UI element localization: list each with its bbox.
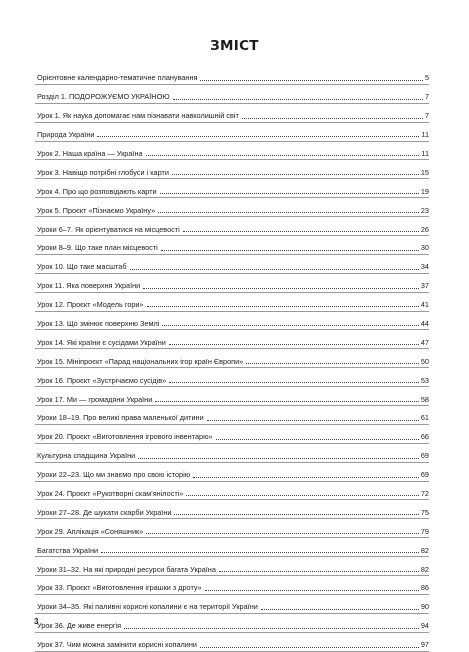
toc-entry-page: 26	[420, 224, 429, 234]
toc-entry-title: Уроки 27–28. Де шукати скарби України	[37, 507, 172, 517]
toc-entry-line	[37, 168, 429, 177]
toc-entry	[35, 142, 429, 161]
dot-leader	[97, 136, 419, 137]
dot-leader	[216, 439, 419, 440]
toc-entry-title: Урок 2. Наша країна — Україна	[37, 148, 143, 158]
toc-entry-line	[37, 338, 429, 347]
toc-entry	[35, 557, 429, 576]
toc-entry-line	[37, 413, 429, 422]
dot-leader	[242, 118, 423, 119]
dot-leader	[205, 590, 419, 591]
dot-leader	[158, 212, 419, 213]
toc-entry-line	[37, 149, 429, 158]
toc-entry-page: 66	[420, 432, 429, 442]
toc-entry-title: Урок 15. Мініпроєкт «Парад національних ігор країн Європи»	[37, 356, 244, 366]
toc-entry-title: Уроки 22–23. Що ми знаємо про свою історію	[37, 470, 191, 480]
toc-entry-title: Урок 29. Аплікація «Соняшник»	[37, 526, 144, 536]
dot-leader	[138, 458, 419, 459]
toc-entry-line	[37, 508, 429, 517]
dot-leader	[146, 155, 420, 156]
toc-entry-page: 37	[420, 281, 429, 291]
toc-entry-title: Урок 33. Проєкт «Виготовлення іграшки з дроту»	[37, 583, 202, 593]
toc-entry-title: Урок 5. Проєкт «Пізнаємо Україну»	[37, 205, 156, 215]
toc-entry-line	[37, 451, 429, 460]
toc-entry	[35, 123, 429, 142]
toc-entry	[35, 444, 429, 463]
dot-leader	[155, 401, 419, 402]
toc-entry-line	[37, 92, 429, 101]
toc-entry-page: 58	[420, 394, 429, 404]
toc-entry-title: Урок 10. Що таке масштаб	[37, 262, 127, 272]
toc-entry-title: Урок 16. Проєкт «Зустрічаємо сусідів»	[37, 375, 167, 385]
dot-leader	[147, 306, 419, 307]
dot-leader	[200, 647, 419, 648]
dot-leader	[101, 552, 419, 553]
toc-entry-line	[37, 395, 429, 404]
toc-entry-title: Урок 3. Навіщо потрібні глобуси і карти	[37, 167, 169, 177]
toc-entry	[35, 217, 429, 236]
toc-entry-line	[37, 565, 429, 574]
toc-entry-title: Орієнтовне календарно-тематичне планування	[37, 73, 198, 83]
toc-entry-title: Урок 12. Проєкт «Модель гори»	[37, 300, 144, 310]
toc-entry-line	[37, 546, 429, 555]
toc-entry	[35, 274, 429, 293]
toc-entry	[35, 425, 429, 444]
toc-entry-title: Культурна спадщина України	[37, 451, 136, 461]
toc-entry	[35, 198, 429, 217]
toc-entry	[35, 538, 429, 557]
toc-entry-line	[37, 527, 429, 536]
dot-leader	[146, 533, 419, 534]
dot-leader	[183, 231, 419, 232]
toc-entry-page: 86	[420, 583, 429, 593]
toc-entry-title: Уроки 31–32. На які природні ресурси багата Україна	[37, 564, 216, 574]
toc-entry-page: 69	[420, 470, 429, 480]
toc-entry	[35, 463, 429, 482]
toc-entry-title: Розділ 1. ПОДОРОЖУЄМО УКРАЇНОЮ	[37, 92, 170, 102]
toc-entry	[35, 387, 429, 406]
toc-entry	[35, 179, 429, 198]
toc-entry-page: 50	[420, 356, 429, 366]
toc-entry-page: 41	[420, 300, 429, 310]
toc-entry-title: Урок 4. Про що розповідають карти	[37, 186, 157, 196]
toc-entry	[35, 482, 429, 501]
toc-entry-page: 69	[420, 451, 429, 461]
dot-leader	[261, 609, 419, 610]
toc-entry-title: Природа України	[37, 130, 95, 140]
dot-leader	[174, 514, 418, 515]
toc-entry	[35, 500, 429, 519]
toc-entry-title: Урок 24. Проєкт «Рукотворні скам'янілості»	[37, 488, 184, 498]
toc-entry-page: 44	[420, 318, 429, 328]
toc-entry-page: 5	[424, 73, 429, 83]
page-number: 3	[34, 617, 39, 626]
toc-entry-line	[37, 432, 429, 441]
toc-entry-page: 7	[424, 111, 429, 121]
dot-leader	[160, 193, 419, 194]
table-of-contents	[35, 66, 429, 652]
toc-entry-line	[37, 489, 429, 498]
toc-entry-line	[37, 281, 429, 290]
toc-entry-page: 15	[420, 167, 429, 177]
dot-leader	[200, 80, 422, 81]
toc-entry-page: 97	[420, 640, 429, 650]
toc-entry-page: 47	[420, 337, 429, 347]
toc-entry-title: Урок 17. Ми — громадяни України	[37, 394, 153, 404]
toc-entry-title: Уроки 18–19. Про великі права маленької дитини	[37, 413, 204, 423]
toc-entry	[35, 293, 429, 312]
toc-entry-title: Урок 14. Які країни є сусідами України	[37, 337, 166, 347]
dot-leader	[169, 382, 419, 383]
toc-entry-title: Уроки 6–7. Як орієнтуватися на місцевості	[37, 224, 180, 234]
dot-leader	[143, 288, 419, 289]
toc-entry-page: 82	[420, 545, 429, 555]
toc-entry	[35, 595, 429, 614]
dot-leader	[124, 628, 419, 629]
toc-entry-title: Урок 13. Що змінює поверхню Землі	[37, 318, 160, 328]
toc-entry	[35, 255, 429, 274]
toc-entry-line	[37, 376, 429, 385]
toc-entry-line	[37, 111, 429, 120]
toc-entry	[35, 576, 429, 595]
toc-entry-page: 79	[420, 526, 429, 536]
toc-entry-line	[37, 357, 429, 366]
toc-entry	[35, 406, 429, 425]
toc-entry-line	[37, 583, 429, 592]
dot-leader	[162, 325, 419, 326]
dot-leader	[193, 477, 419, 478]
toc-entry-page: 34	[420, 262, 429, 272]
dot-leader	[186, 495, 419, 496]
toc-entry-line	[37, 73, 429, 82]
dot-leader	[207, 420, 419, 421]
toc-entry	[35, 312, 429, 331]
toc-entry-title: Урок 11. Яка поверхня України	[37, 281, 141, 291]
toc-entry-line	[37, 470, 429, 479]
toc-entry-page: 23	[420, 205, 429, 215]
toc-entry-title: Урок 37. Чим можна замінити корисні копалини	[37, 640, 197, 650]
toc-entry-line	[37, 225, 429, 234]
toc-entry	[35, 236, 429, 255]
dot-leader	[169, 344, 419, 345]
toc-entry	[35, 330, 429, 349]
toc-entry-page: 82	[420, 564, 429, 574]
dot-leader	[246, 363, 419, 364]
toc-entry-line	[37, 206, 429, 215]
toc-entry	[35, 633, 429, 652]
toc-entry-page: 7	[424, 92, 429, 102]
toc-entry-page: 61	[420, 413, 429, 423]
toc-entry-page: 30	[420, 243, 429, 253]
toc-entry-line	[37, 319, 429, 328]
toc-entry-line	[37, 300, 429, 309]
dot-leader	[173, 99, 423, 100]
toc-entry-title: Урок 36. Де живе енергія	[37, 621, 122, 631]
toc-entry-title: Уроки 34–35. Які паливні корисні копалини є на території України	[37, 602, 258, 612]
toc-entry-page: 90	[420, 602, 429, 612]
toc-entry-title: Урок 20. Проєкт «Виготовлення ігрового інвентарю»	[37, 432, 213, 442]
toc-entry-line	[37, 130, 429, 139]
toc-entry-title: Уроки 8–9. Що таке план місцевості	[37, 243, 158, 253]
toc-entry	[35, 160, 429, 179]
toc-entry-line	[37, 621, 429, 630]
toc-entry-line	[37, 187, 429, 196]
toc-entry-page: 72	[420, 488, 429, 498]
page-title: ЗМІСТ	[210, 38, 259, 54]
toc-entry-page: 94	[420, 621, 429, 631]
toc-entry	[35, 614, 429, 633]
toc-entry-page: 75	[420, 507, 429, 517]
toc-entry	[35, 349, 429, 368]
toc-entry	[35, 85, 429, 104]
toc-entry-page: 19	[420, 186, 429, 196]
dot-leader	[161, 250, 419, 251]
dot-leader	[172, 174, 419, 175]
toc-entry-line	[37, 640, 429, 649]
toc-entry	[35, 66, 429, 85]
dot-leader	[219, 571, 419, 572]
toc-entry	[35, 104, 429, 123]
toc-entry-page: 11	[421, 148, 429, 158]
toc-entry-line	[37, 602, 429, 611]
toc-entry-title: Багатства України	[37, 545, 99, 555]
toc-entry	[35, 519, 429, 538]
dot-leader	[130, 269, 419, 270]
toc-entry	[35, 368, 429, 387]
toc-entry-line	[37, 262, 429, 271]
toc-entry-page: 53	[420, 375, 429, 385]
toc-entry-page: 11	[421, 130, 429, 140]
toc-entry-line	[37, 243, 429, 252]
toc-entry-title: Урок 1. Як наука допомагає нам пізнавати навколишній світ	[37, 111, 239, 121]
